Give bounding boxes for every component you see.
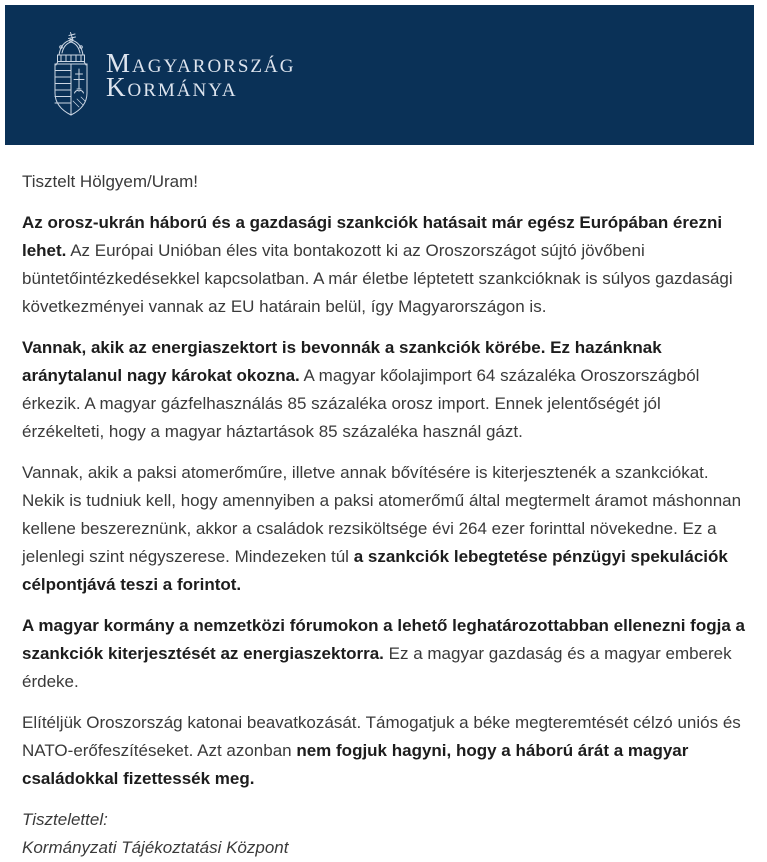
paragraph (22, 334, 746, 446)
greeting: Tisztelt Hölgyem/Uram! (22, 172, 199, 191)
paragraph-segment: Vannak, akik a paksi atomerőműre, illetve annak bővítésére is kiterjesztenék a szankciókat. Nekik is tudniuk kell, hogy amennyiben a paksi atomerőmű által megtermelt áramot máshonnan kellene beszereznünk, akkor a családok rezsiköltsége évi 264 ezer forinttal növekedne. Ez a jelenlegi szint négyszerese. Mindezeken túl (22, 463, 742, 566)
paragraph-bold-segment: nem fogjuk hagyni, hogy a háború árát a magyar családokkal fizettessék meg. (22, 741, 689, 788)
org-name-line1: Magyarország (106, 48, 296, 78)
paragraph (22, 612, 746, 696)
paragraph-segment: A magyar kőolajimport 64 százaléka Oroszországból érkezik. A magyar gázfelhasználás 85 százaléka orosz import. Ennek jelentőségét jól érzékelteti, hogy a magyar háztartások 85 százaléka használ gázt. (22, 366, 700, 441)
paragraph-segment: Elítéljük Oroszország katonai beavatkozását. Támogatjuk a béke megteremtését célzó uniós és NATO-erőfeszítéseket. Azt azonban (22, 713, 741, 760)
signature-block (22, 806, 746, 862)
letter-body (22, 145, 746, 862)
hungarian-coat-of-arms-icon (48, 31, 94, 119)
letter-paragraphs (22, 209, 746, 793)
paragraph-segment: Ez a magyar gazdaság és a magyar emberek érdeke. (22, 644, 732, 691)
paragraph-bold-segment: a szankciók lebegtetése pénzügyi spekulációk célpontjává teszi a forintot. (22, 547, 728, 594)
paragraph (22, 459, 746, 599)
paragraph-bold-segment: A magyar kormány a nemzetközi fórumokon a lehető leghatározottabban ellenezni fogja a szankciók kiterjesztését az energiaszektorra. (22, 616, 745, 663)
org-name (106, 48, 296, 102)
government-banner (5, 5, 754, 145)
paragraph-bold-segment: Vannak, akik az energiaszektort is bevonnák a szankciók körébe. Ez hazánknak aránytalanul nagy károkat okozna. (22, 338, 662, 385)
closing-salutation: Tisztelettel: (22, 810, 108, 829)
paragraph-bold-segment: Az orosz-ukrán háború és a gazdasági szankciók hatásait már egész Európában érezni lehet. (22, 213, 723, 260)
paragraph-segment: Az Európai Unióban éles vita bontakozott ki az Oroszországot sújtó jövőbeni büntetőintézkedésekkel kapcsolatban. A már életbe léptetett szankcióknak is súlyos gazdasági következményei vannak az EU határain belül, így Magyarországon is. (22, 241, 733, 316)
closing-signature: Kormányzati Tájékoztatási Központ (22, 838, 289, 857)
org-name-line2: Kormánya (106, 72, 238, 102)
paragraph (22, 709, 746, 793)
paragraph (22, 209, 746, 321)
